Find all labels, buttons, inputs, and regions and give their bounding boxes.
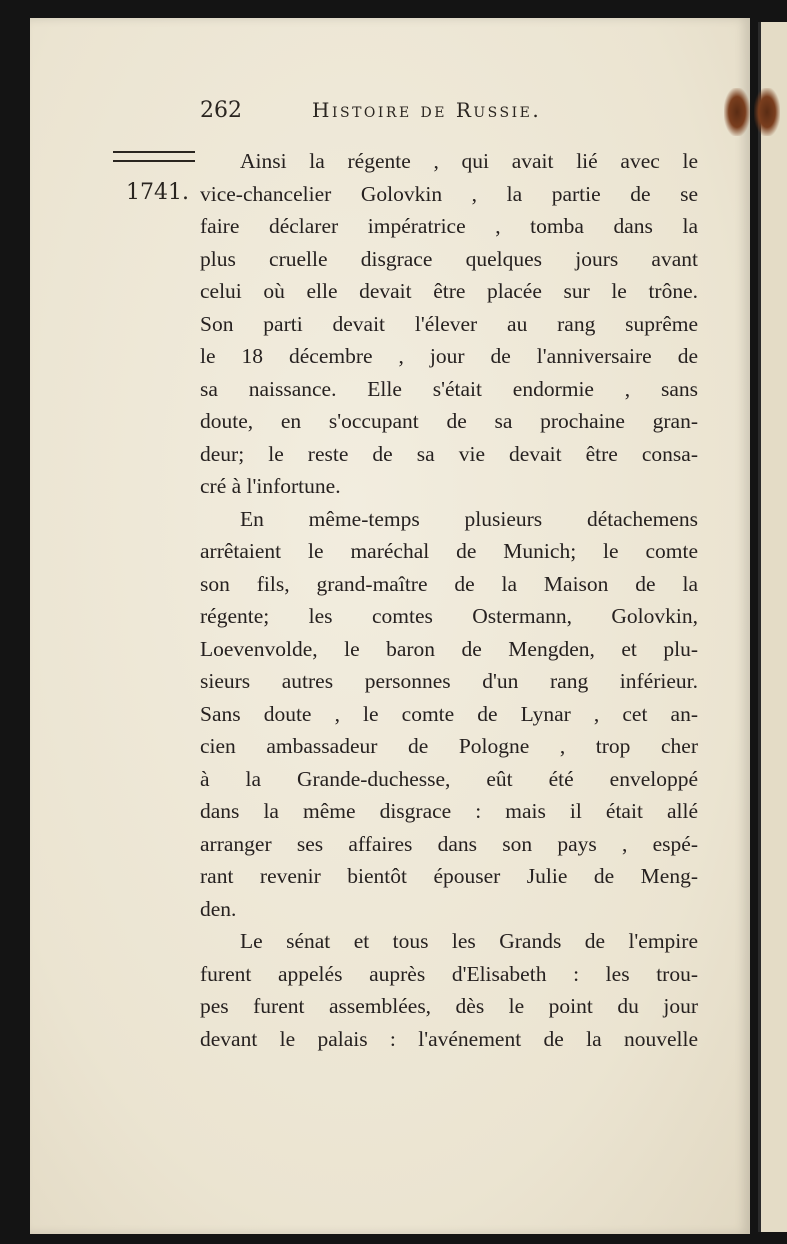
running-head <box>200 96 580 130</box>
text-line: pes furent assemblées, dès le point du jour <box>200 994 698 1018</box>
text-line: devant le palais : l'avénement de la nouvelle <box>200 1026 698 1051</box>
text-line: le 18 décembre , jour de l'anniversaire de <box>200 344 698 368</box>
ink-stain <box>724 88 750 136</box>
text-line: Le sénat et tous les Grands de l'empire <box>240 929 698 953</box>
text-line: son fils, grand-maître de la Maison de la <box>200 571 698 596</box>
ink-stain-facing <box>754 88 780 136</box>
text-line: Sans doute , le comte de Lynar , cet an- <box>200 701 698 726</box>
text-line: rant revenir bientôt épouser Julie de Meng- <box>200 864 698 888</box>
body-text <box>200 145 698 1055</box>
margin-year: 1741. <box>126 180 189 205</box>
text-line: Loevenvolde, le baron de Mengden, et plu- <box>200 636 698 661</box>
facing-page-edge <box>758 22 787 1232</box>
margin-rule <box>113 151 195 162</box>
text-line: cré à l'infortune. <box>200 474 341 498</box>
text-line: celui où elle devait être placée sur le trône. <box>200 279 698 303</box>
text-line: Son parti devait l'élever au rang suprême <box>200 311 698 336</box>
text-line: à la Grande-duchesse, eût été enveloppé <box>200 766 698 791</box>
text-line: plus cruelle disgrace quelques jours avant <box>200 246 698 271</box>
text-line: faire déclarer impératrice , tomba dans la <box>200 214 698 238</box>
text-line: furent appelés auprès d'Elisabeth : les trou- <box>200 961 698 986</box>
text-line: den. <box>200 896 237 921</box>
running-title: Histoire de Russie. <box>312 98 542 122</box>
text-line: régente; les comtes Ostermann, Golovkin, <box>200 604 698 628</box>
text-line: vice-chancelier Golovkin , la partie de se <box>200 181 698 206</box>
text-line: cien ambassadeur de Pologne , trop cher <box>200 734 698 758</box>
text-line: Ainsi la régente , qui avait lié avec le <box>240 149 698 173</box>
text-line: En même-temps plusieurs détachemens <box>240 506 698 531</box>
text-line: doute, en s'occupant de sa prochaine gran- <box>200 409 698 433</box>
text-line: arranger ses affaires dans son pays , espé- <box>200 831 698 856</box>
text-line: dans la même disgrace : mais il était allé <box>200 799 698 823</box>
text-line: deur; le reste de sa vie devait être consa- <box>200 441 698 466</box>
page-number: 262 <box>200 98 242 123</box>
text-line: arrêtaient le maréchal de Munich; le comte <box>200 539 698 563</box>
text-line: sieurs autres personnes d'un rang inférieur. <box>200 669 698 693</box>
text-line: sa naissance. Elle s'était endormie , sans <box>200 376 698 401</box>
